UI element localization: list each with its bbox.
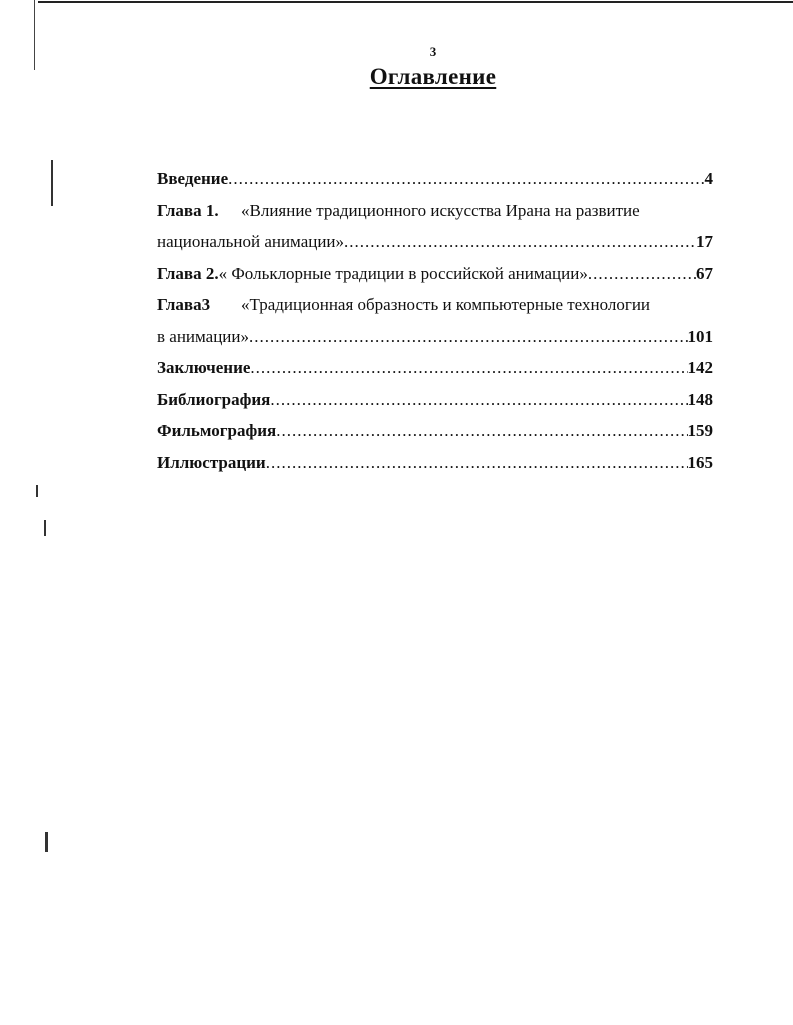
- toc-label: Иллюстрации: [157, 452, 266, 472]
- page-title: Оглавление: [369, 64, 497, 89]
- toc-page-number: 101: [687, 326, 713, 346]
- toc-item-chapter-3[interactable]: [157, 289, 713, 352]
- toc-dot-leader: [344, 226, 696, 258]
- toc-dot-leader: [266, 447, 688, 479]
- toc-line: [157, 226, 713, 258]
- toc-item-conclusion[interactable]: [157, 352, 713, 384]
- chapter-title-continued: национальной анимации»: [157, 232, 345, 251]
- toc-page-number: 4: [704, 169, 713, 188]
- toc-dot-leader: [250, 352, 687, 384]
- toc-dot-leader: [276, 415, 687, 447]
- toc-item-chapter-2[interactable]: [157, 258, 713, 290]
- toc-item-intro[interactable]: [157, 163, 713, 195]
- chapter-title-continued: в анимации»: [157, 326, 249, 346]
- toc-page-number: 142: [687, 358, 713, 377]
- toc-dot-leader: [270, 384, 687, 416]
- scan-mark: [44, 520, 46, 536]
- scan-mark: [45, 832, 48, 852]
- toc-page-number: 159: [687, 421, 713, 440]
- toc-line: [157, 321, 713, 353]
- toc-label: Введение: [157, 169, 229, 188]
- scan-mark: [36, 485, 38, 497]
- toc-page-number: 148: [687, 389, 713, 409]
- toc-label: Заключение: [157, 358, 251, 377]
- chapter-number: Глава3: [157, 295, 211, 314]
- scan-mark: [51, 160, 53, 206]
- toc-dot-leader: [228, 163, 704, 195]
- table-of-contents: [157, 163, 713, 478]
- toc-item-filmography[interactable]: [157, 415, 713, 447]
- top-border-line: [38, 1, 793, 3]
- toc-label: Фильмография: [157, 421, 277, 440]
- toc-dot-leader: [249, 321, 688, 353]
- toc-item-bibliography[interactable]: [157, 384, 713, 416]
- chapter-title: «Традиционная образность и компьютерные технологии: [241, 295, 651, 314]
- page-number: 3: [429, 44, 437, 59]
- toc-item-chapter-1[interactable]: [157, 195, 713, 258]
- toc-page-number: 67: [696, 263, 713, 283]
- chapter-number: Глава 2.: [157, 263, 219, 283]
- toc-page-number: 165: [687, 452, 713, 472]
- toc-line: [157, 289, 713, 321]
- toc-label: Библиография: [157, 389, 271, 409]
- toc-item-illustrations[interactable]: [157, 447, 713, 479]
- chapter-title: « Фольклорные традиции в российской анимации»: [218, 263, 588, 283]
- toc-line: [157, 195, 713, 227]
- toc-dot-leader: [588, 258, 696, 290]
- chapter-number: Глава 1.: [157, 200, 219, 220]
- toc-page-number: 17: [696, 232, 713, 251]
- chapter-title: «Влияние традиционного искусства Ирана на развитие: [241, 200, 640, 220]
